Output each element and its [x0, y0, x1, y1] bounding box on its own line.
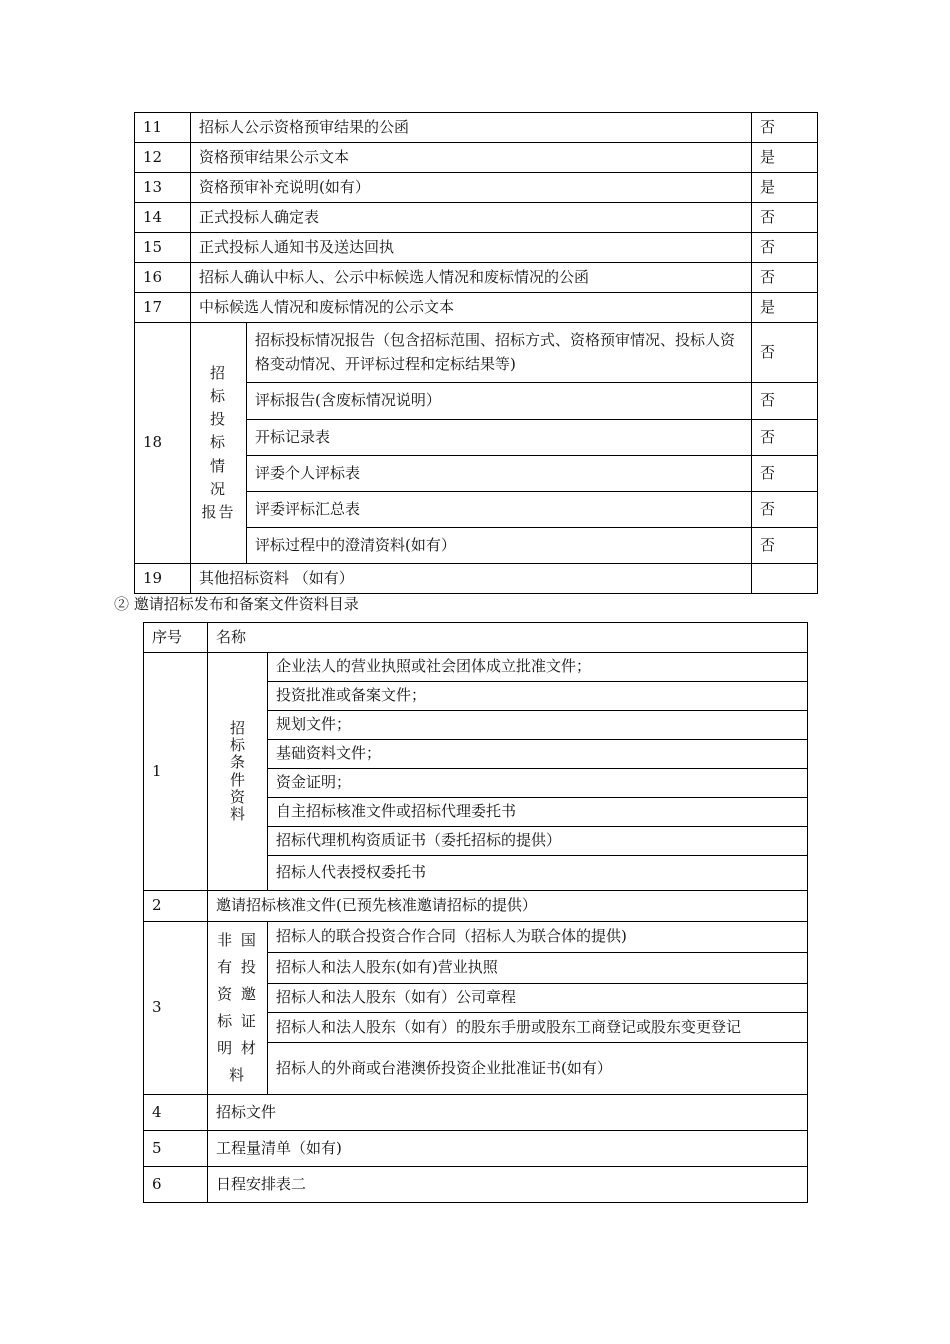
- document-name: 规划文件；: [268, 711, 808, 740]
- document-name: 资格预审补充说明(如有）: [191, 173, 752, 203]
- row-number: 4: [144, 1095, 208, 1131]
- required-flag: 否: [752, 528, 818, 564]
- table-row: [144, 891, 808, 922]
- document-list-table-1: [134, 112, 818, 594]
- document-list-table-2: [143, 622, 808, 1203]
- document-name: 招标人和法人股东(如有)营业执照: [268, 953, 808, 984]
- required-flag: 否: [752, 492, 818, 528]
- category-line: 有 投: [217, 958, 258, 976]
- document-name: 自主招标核准文件或招标代理委托书: [268, 798, 808, 827]
- category-line: 明 材: [217, 1039, 258, 1057]
- row-number: 15: [135, 233, 191, 263]
- required-flag: 否: [752, 420, 818, 456]
- document-name: 日程安排表二: [208, 1167, 808, 1203]
- category-char: 标: [229, 736, 245, 754]
- document-name: 正式投标人通知书及送达回执: [191, 233, 752, 263]
- category-line: 料: [228, 1066, 246, 1084]
- document-name: 投资批准或备案文件；: [268, 682, 808, 711]
- row-number: 18: [135, 323, 191, 564]
- category-line: 资 邀: [217, 985, 258, 1003]
- required-flag: 否: [752, 383, 818, 420]
- document-name: 评标过程中的澄清资料(如有）: [247, 528, 752, 564]
- document-name: 招标人的外商或台港澳侨投资企业批准证书(如有）: [268, 1043, 808, 1095]
- table-row: [135, 564, 818, 594]
- category-label: [208, 653, 268, 891]
- section-title: ② 邀请招标发布和备案文件资料目录: [114, 595, 359, 613]
- row-number: 14: [135, 203, 191, 233]
- document-name: 评标报告(含废标情况说明）: [247, 383, 752, 420]
- category-line: 投 标: [209, 410, 227, 452]
- row-number: 16: [135, 263, 191, 293]
- header-name: 名称: [208, 623, 808, 653]
- document-name: 正式投标人确定表: [191, 203, 752, 233]
- document-name: 开标记录表: [247, 420, 752, 456]
- row-number: 13: [135, 173, 191, 203]
- row-number: 6: [144, 1167, 208, 1203]
- category-char: 招: [229, 718, 245, 737]
- table-row: [144, 922, 808, 953]
- table-row: [144, 1131, 808, 1167]
- document-name: 中标候选人情况和废标情况的公示文本: [191, 293, 752, 323]
- table-row: [135, 323, 818, 383]
- row-number: 17: [135, 293, 191, 323]
- category-char: 资: [229, 787, 245, 806]
- required-flag: 否: [752, 113, 818, 143]
- document-name: 资格预审结果公示文本: [191, 143, 752, 173]
- document-name: 招标文件: [208, 1095, 808, 1131]
- table-row: [135, 233, 818, 263]
- document-name: 招标人代表授权委托书: [268, 856, 808, 891]
- row-number: 1: [144, 653, 208, 891]
- required-flag: 是: [752, 293, 818, 323]
- row-number: 3: [144, 922, 208, 1095]
- table-row: [144, 1095, 808, 1131]
- required-flag: 是: [752, 173, 818, 203]
- row-number: 11: [135, 113, 191, 143]
- required-flag: 否: [752, 456, 818, 492]
- category-line: 报告: [201, 503, 236, 522]
- document-name: 企业法人的营业执照或社会团体成立批准文件；: [268, 653, 808, 682]
- document-name: 评委个人评标表: [247, 456, 752, 492]
- document-name: 邀请招标核准文件(已预先核准邀请招标的提供）: [208, 891, 808, 922]
- table-row: [135, 203, 818, 233]
- required-flag: 否: [752, 323, 818, 383]
- table-row: [135, 293, 818, 323]
- document-name: 基础资料文件；: [268, 740, 808, 769]
- document-name: 招标人和法人股东（如有）公司章程: [268, 984, 808, 1013]
- document-name: 招标人公示资格预审结果的公函: [191, 113, 752, 143]
- table-row: [135, 143, 818, 173]
- document-name: 其他招标资料 （如有）: [191, 564, 752, 594]
- category-label: [208, 922, 268, 1095]
- row-number: 2: [144, 891, 208, 922]
- document-name: 招标投标情况报告（包含招标范围、招标方式、资格预审情况、投标人资格变动情况、开评标过程和定标结果等): [247, 323, 752, 383]
- row-number: 12: [135, 143, 191, 173]
- document-name: 招标人确认中标人、公示中标候选人情况和废标情况的公函: [191, 263, 752, 293]
- document-name: 评委评标汇总表: [247, 492, 752, 528]
- category-char: 料: [229, 805, 245, 823]
- required-flag: 否: [752, 233, 818, 263]
- table-row: [144, 653, 808, 682]
- document-name: 招标人和法人股东（如有）的股东手册或股东工商登记或股东变更登记: [268, 1013, 808, 1043]
- document-name: 资金证明；: [268, 769, 808, 798]
- table-header-row: [144, 623, 808, 653]
- required-flag: 是: [752, 143, 818, 173]
- document-name: 工程量清单（如有): [208, 1131, 808, 1167]
- table-row: [135, 173, 818, 203]
- table-row: [135, 113, 818, 143]
- category-line: 标 证: [217, 1012, 258, 1030]
- category-line: 非 国: [217, 931, 258, 949]
- category-line: 招 标: [209, 363, 227, 405]
- row-number: 19: [135, 564, 191, 594]
- row-number: 5: [144, 1131, 208, 1167]
- required-flag: [752, 564, 818, 594]
- required-flag: 否: [752, 203, 818, 233]
- document-name: 招标代理机构资质证书（委托招标的提供）: [268, 827, 808, 856]
- category-char: 件: [229, 770, 245, 789]
- table-row: [135, 263, 818, 293]
- header-number: 序号: [144, 623, 208, 653]
- table-row: [144, 1167, 808, 1203]
- category-label: [191, 323, 247, 564]
- category-char: 条: [229, 753, 245, 772]
- required-flag: 否: [752, 263, 818, 293]
- document-name: 招标人的联合投资合作合同（招标人为联合体的提供): [268, 922, 808, 953]
- category-line: 情 况: [209, 456, 227, 498]
